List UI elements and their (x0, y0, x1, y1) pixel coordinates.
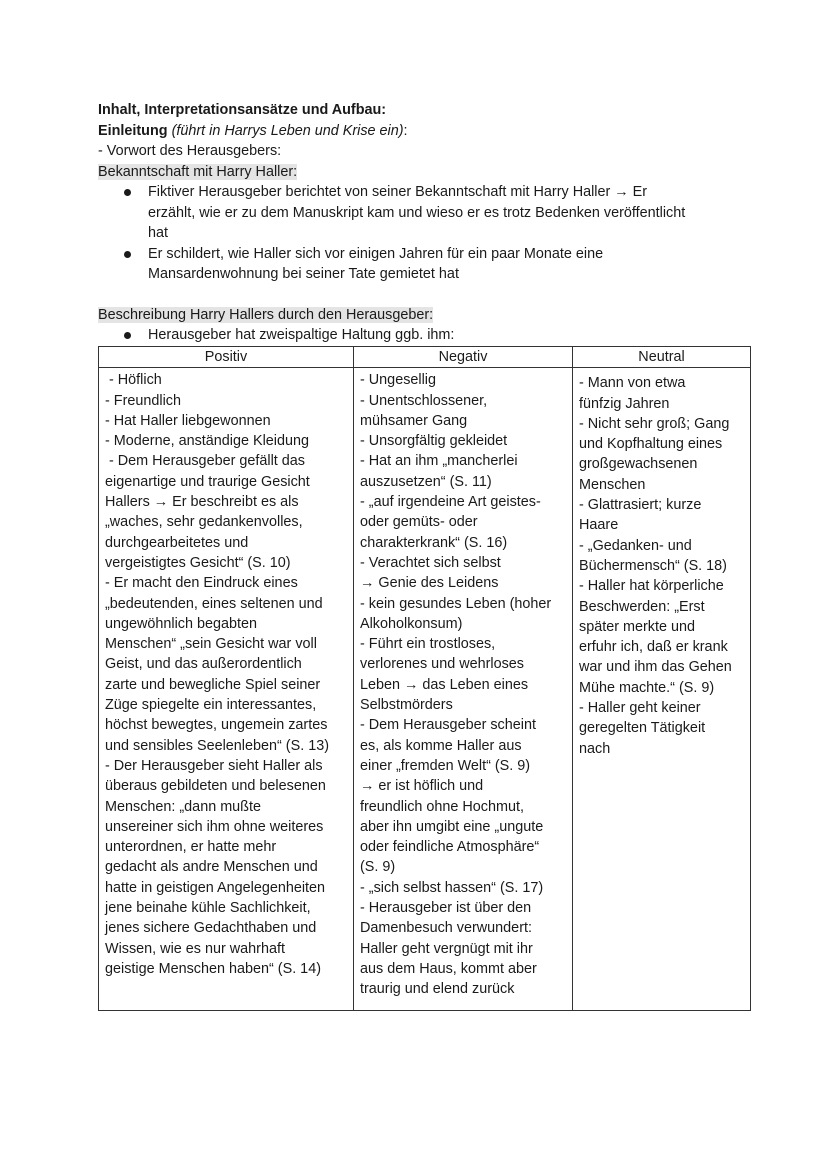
negativ-line: es, als komme Haller aus (360, 737, 522, 754)
neutral-line: - Glattrasiert; kurze (579, 497, 702, 514)
positiv-line: und sensibles Seelenleben“ (S. 13) (105, 737, 329, 754)
positiv-line: - Hat Haller liebgewonnen (105, 412, 271, 429)
bullet-dot-icon (124, 189, 131, 196)
header-neutral: Neutral (573, 347, 751, 368)
bullet-item (98, 325, 758, 346)
positiv-line: - Höflich (105, 372, 162, 389)
neutral-line: und Kopfhaltung eines (579, 436, 723, 453)
neutral-line: Mühe machte.“ (S. 9) (579, 679, 715, 696)
negativ-line: - Unentschlossener, (360, 392, 488, 409)
vorwort-line: - Vorwort des Herausgebers: (98, 143, 282, 159)
negativ-line: einer „fremden Welt“ (S. 9) (360, 757, 531, 774)
negativ-line: - Herausgeber ist über den (360, 900, 532, 917)
positiv-line: - Moderne, anständige Kleidung (105, 433, 310, 450)
negativ-line: - Unsorgfältig gekleidet (360, 433, 508, 450)
negativ-line: auszusetzen“ (S. 11) (360, 473, 492, 490)
negativ-line: - Dem Herausgeber scheint (360, 717, 536, 734)
positiv-line: - Er macht den Eindruck eines (105, 575, 298, 592)
negativ-line: - „auf irgendeine Art geistes- (360, 494, 541, 511)
positiv-line: Geist, und das außerordentlich (105, 656, 302, 673)
neutral-line: Menschen (579, 476, 646, 493)
intro-line (98, 121, 758, 142)
positiv-line: geistige Menschen haben“ (S. 14) (105, 960, 321, 977)
positiv-line: Menschen: „dann mußte (105, 798, 261, 815)
header-positiv: Positiv (99, 347, 354, 368)
negativ-line: → Genie des Leidens (360, 575, 499, 592)
bullet-line: Herausgeber hat zweispaltige Haltung ggb. ihm: (148, 327, 455, 343)
beschreibung-list (98, 325, 758, 346)
positiv-line: gedacht als andre Menschen und (105, 859, 318, 876)
bullet-line: Er schildert, wie Haller sich vor einigen Jahren für ein paar Monate eine (148, 245, 604, 262)
section-title-bekanntschaft: Bekanntschaft mit Harry Haller: (98, 163, 298, 180)
bullet-line: erzählt, wie er zu dem Manuskript kam und wieso er es trotz Bedenken veröffentlicht (148, 204, 686, 221)
neutral-line: Beschwerden: „Erst (579, 598, 705, 615)
intro-colon: : (403, 122, 408, 139)
header-negativ: Negativ (354, 347, 573, 368)
positiv-line: vergeistigtes Gesicht“ (S. 10) (105, 554, 291, 571)
positiv-line: durchgearbeitetes und (105, 534, 249, 551)
bullet-line: Mansardenwohnung bei seiner Tate gemietet hat (148, 266, 459, 282)
negativ-line: freundlich ohne Hochmut, (360, 798, 524, 815)
bullet-line: hat (148, 225, 169, 241)
neutral-line: - Mann von etwa (579, 375, 686, 392)
attitude-table (98, 346, 751, 1011)
neutral-line: - Haller geht keiner (579, 700, 701, 717)
section-title-beschreibung: Beschreibung Harry Hallers durch den Herausgeber: (98, 306, 434, 323)
negativ-line: mühsamer Gang (360, 412, 468, 429)
positiv-line: „bedeutenden, eines seltenen und (105, 595, 323, 612)
positiv-line: hatte in geistigen Angelegenheiten (105, 879, 326, 896)
positiv-line: zarte und bewegliche Spiel seiner (105, 676, 321, 693)
positiv-line: Züge spiegelte ein interessantes, (105, 697, 317, 714)
neutral-line: - Nicht sehr groß; Gang (579, 415, 730, 432)
negativ-line: - Hat an ihm „mancherlei (360, 453, 518, 470)
negativ-line: - „sich selbst hassen“ (S. 17) (360, 879, 544, 896)
negativ-line: aber ihn umgibt eine „ungute (360, 818, 544, 835)
table-header-row (99, 347, 751, 368)
negativ-line: Leben → das Leben eines (360, 676, 529, 693)
positiv-line: „waches, sehr gedankenvolles, (105, 514, 303, 531)
negativ-line: - Verachtet sich selbst (360, 554, 501, 571)
table-row (99, 368, 751, 1010)
neutral-line: großgewachsenen (579, 456, 698, 473)
neutral-line: - Haller hat körperliche (579, 578, 724, 595)
negativ-line: charakterkrank“ (S. 16) (360, 534, 508, 551)
negativ-line: Damenbesuch verwundert: (360, 920, 532, 937)
bullet-dot-icon (124, 332, 131, 339)
neutral-line: Büchermensch“ (S. 18) (579, 557, 727, 574)
positiv-line: Wissen, wie es nur wahrhaft (105, 940, 285, 957)
negativ-line: Alkoholkonsum) (360, 615, 463, 632)
bullet-item (98, 182, 758, 244)
cell-positiv (99, 368, 354, 1010)
positiv-line: - Der Herausgeber sieht Haller als (105, 757, 323, 774)
document-body (98, 100, 758, 346)
neutral-line: erfuhr ich, daß er krank (579, 639, 728, 656)
negativ-line: - Führt ein trostloses, (360, 636, 496, 653)
positiv-line: überaus gebildeten und belesenen (105, 778, 326, 795)
negativ-line: verlorenes und wehrloses (360, 656, 524, 673)
positiv-line: unterordnen, er hatte mehr (105, 839, 277, 856)
negativ-line: Selbstmörders (360, 697, 453, 714)
positiv-line: jenes sichere Gedachthaben und (105, 920, 317, 937)
negativ-line: → er ist höflich und (360, 778, 484, 795)
negativ-line: - Ungesellig (360, 372, 436, 389)
bekanntschaft-list (98, 182, 758, 285)
neutral-line: fünfzig Jahren (579, 395, 670, 412)
bullet-item (98, 244, 758, 285)
neutral-line: geregelten Tätigkeit (579, 720, 706, 737)
cell-negativ (354, 368, 573, 1010)
positiv-line: eigenartige und traurige Gesicht (105, 473, 310, 490)
negativ-line: - kein gesundes Leben (hoher (360, 595, 552, 612)
neutral-line: nach (579, 740, 611, 757)
positiv-line: unsereiner sich ihm ohne weiteres (105, 818, 324, 835)
intro-note: (führt in Harrys Leben und Krise ein) (171, 122, 404, 139)
neutral-line: - „Gedanken- und (579, 537, 692, 554)
positiv-line: - Freundlich (105, 392, 181, 409)
neutral-line: Haare (579, 517, 619, 534)
positiv-line: höchst bewegtes, ungemein zartes (105, 717, 328, 734)
positiv-line: jene beinahe kühle Sachlichkeit, (105, 900, 311, 917)
intro-label: Einleitung (98, 122, 168, 139)
negativ-line: traurig und elend zurück (360, 981, 515, 998)
bullet-line: Fiktiver Herausgeber berichtet von seiner Bekanntschaft mit Harry Haller → Er (148, 184, 648, 200)
cell-neutral (573, 368, 751, 1010)
negativ-line: (S. 9) (360, 859, 396, 876)
positiv-line: Hallers → Er beschreibt es als (105, 494, 299, 511)
positiv-line: ungewöhnlich begabten (105, 615, 258, 632)
negativ-line: aus dem Haus, kommt aber (360, 960, 537, 977)
negativ-line: oder gemüts- oder (360, 514, 478, 531)
positiv-line: Menschen“ „sein Gesicht war voll (105, 636, 317, 653)
negativ-line: Haller geht vergnügt mit ihr (360, 940, 533, 957)
positiv-line: - Dem Herausgeber gefällt das (105, 453, 305, 470)
negativ-line: oder feindliche Atmosphäre“ (360, 839, 540, 856)
page-heading: Inhalt, Interpretationsansätze und Aufbau: (98, 102, 387, 118)
bullet-dot-icon (124, 251, 131, 258)
neutral-line: später merkte und (579, 618, 695, 635)
neutral-line: war und ihm das Gehen (579, 659, 732, 676)
